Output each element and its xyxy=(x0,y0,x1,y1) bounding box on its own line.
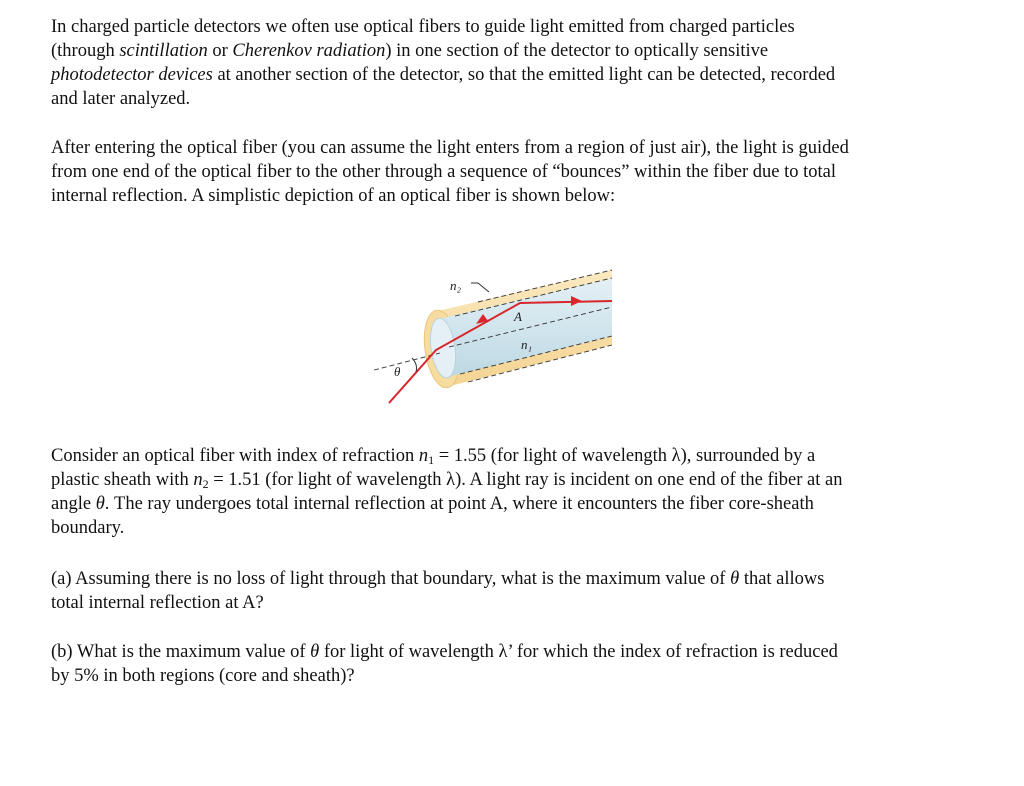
fiber-description-paragraph xyxy=(51,136,951,208)
description-line-3: internal reflection. A simplistic depiction of an optical fiber is shown below: xyxy=(51,186,616,206)
statement-line-4: boundary. xyxy=(51,518,125,538)
symbol-n: n xyxy=(418,446,429,466)
label-n1: n₁ xyxy=(521,337,533,352)
description-line-1: After entering the optical fiber (you can assume the light enters from a region of just air), the light is guided xyxy=(51,138,849,158)
optical-fiber-figure xyxy=(360,258,620,408)
question-b-line-2: by 5% in both regions (core and sheath)? xyxy=(51,666,355,686)
question-b xyxy=(51,640,951,688)
question-a-line-1 xyxy=(51,567,951,591)
text-segment: at another section of the detector, so that the emitted light can be detected, recorded xyxy=(212,65,836,85)
intro-line-2 xyxy=(51,39,951,63)
symbol-theta: θ xyxy=(310,642,320,662)
label-A: A xyxy=(514,309,522,324)
problem-statement-paragraph xyxy=(51,444,951,540)
text-segment: ) in one section of the detector to optically sensitive xyxy=(385,41,769,61)
subscript: 2 xyxy=(202,477,209,491)
term-cherenkov: Cherenkov radiation xyxy=(232,41,386,61)
text-segment: (a) Assuming there is no loss of light through that boundary, what is the maximum value of xyxy=(51,569,731,589)
text-segment: plastic sheath with xyxy=(51,470,194,490)
intro-line-1: In charged particle detectors we often use optical fibers to guide light emitted from charged particles xyxy=(51,17,795,37)
statement-line-2 xyxy=(51,468,951,492)
description-line-2: from one end of the optical fiber to the other through a sequence of “bounces” within the fiber due to total xyxy=(51,162,836,182)
intro-paragraph xyxy=(51,15,951,111)
text-segment: = 1.55 (for light of wavelength λ), surrounded by a xyxy=(434,446,816,466)
text-segment: Consider an optical fiber with index of refraction xyxy=(51,446,419,466)
term-photodetector: photodetector devices xyxy=(51,65,213,85)
statement-line-1 xyxy=(51,444,951,468)
theta-arc xyxy=(412,358,417,372)
term-scintillation: scintillation xyxy=(119,41,208,61)
label-theta: θ xyxy=(394,364,401,379)
question-b-line-1 xyxy=(51,640,951,664)
text-segment: that allows xyxy=(739,569,825,589)
intro-line-4: and later analyzed. xyxy=(51,89,191,109)
label-n2: n₂ xyxy=(450,278,462,293)
intro-line-3 xyxy=(51,63,951,87)
n2-leader-line xyxy=(471,283,489,292)
symbol-n: n xyxy=(193,470,203,490)
question-a-line-2: total internal reflection at A? xyxy=(51,593,264,613)
symbol-theta: θ xyxy=(730,569,740,589)
subscript: 1 xyxy=(428,453,435,467)
symbol-theta: θ xyxy=(95,494,105,514)
text-segment: . The ray undergoes total internal reflection at point A, where it encounters the fiber core-sheath xyxy=(104,494,814,514)
text-segment: or xyxy=(207,41,233,61)
text-segment: (through xyxy=(51,41,120,61)
text-segment: for light of wavelength λ’ for which the index of refraction is reduced xyxy=(319,642,838,662)
question-a xyxy=(51,567,951,615)
text-segment: (b) What is the maximum value of xyxy=(51,642,311,662)
text-segment: = 1.51 (for light of wavelength λ). A light ray is incident on one end of the fiber at an xyxy=(208,470,843,490)
statement-line-3 xyxy=(51,492,951,516)
text-segment: angle xyxy=(51,494,96,514)
